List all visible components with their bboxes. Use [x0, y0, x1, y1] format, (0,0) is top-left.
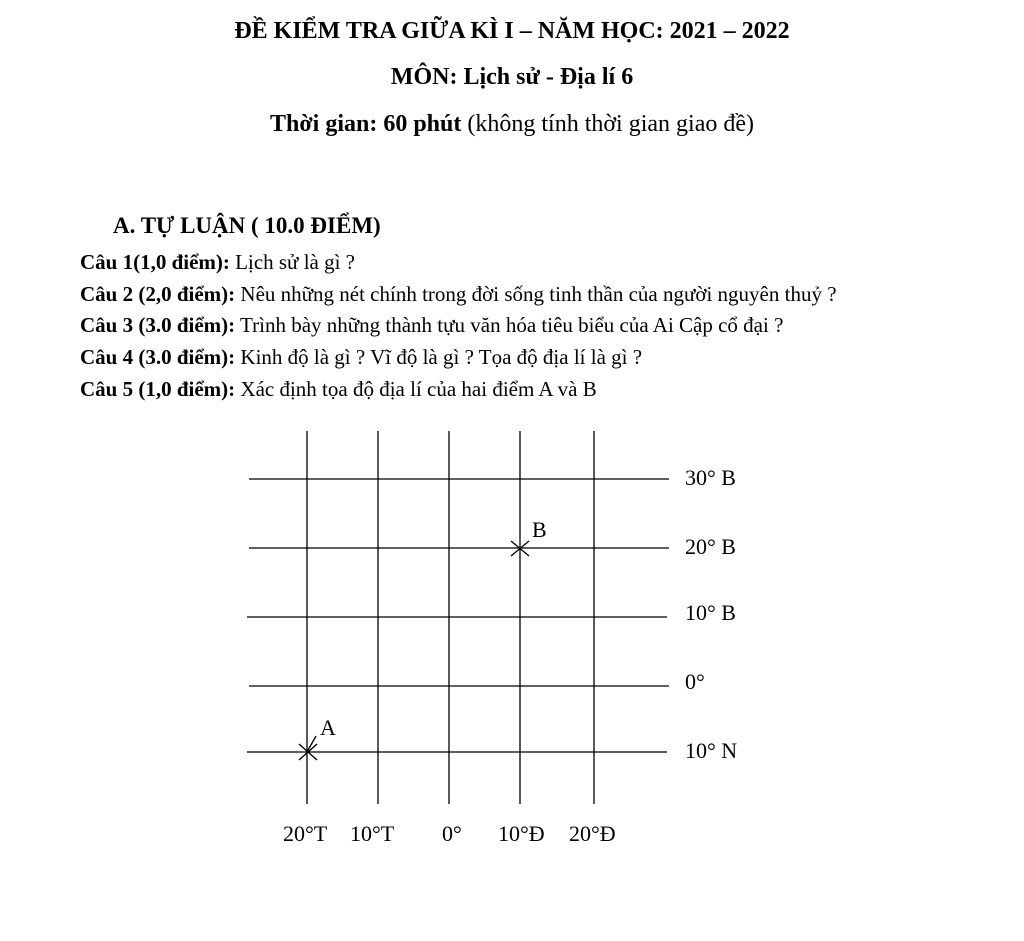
point-a-label: A: [320, 715, 336, 740]
latitude-label: 0°: [685, 669, 705, 694]
time-note: (không tính thời gian giao đề): [467, 111, 754, 137]
question-label: Câu 4 (3.0 điểm):: [80, 345, 236, 369]
time-label: Thời gian: 60 phút: [270, 111, 462, 137]
latitude-label: 10° B: [685, 600, 736, 625]
latitude-label: 20° B: [685, 534, 736, 559]
question-label: Câu 5 (1,0 điểm):: [80, 377, 236, 401]
latitude-label: 30° B: [685, 465, 736, 490]
longitude-label: 10°Đ: [498, 821, 545, 846]
longitude-label: 0°: [442, 821, 462, 846]
exam-subject: MÔN: Lịch sử - Địa lí 6: [390, 64, 634, 90]
question-text: Xác định tọa độ địa lí của hai điểm A và B: [235, 377, 597, 401]
point-b-label: B: [532, 517, 547, 542]
section-title: A. TỰ LUẬN ( 10.0 ĐIỂM): [113, 213, 381, 238]
longitude-label: 20°T: [283, 821, 328, 846]
longitude-label: 10°T: [350, 821, 395, 846]
question-text: Lịch sử là gì ?: [229, 250, 356, 274]
question-text: Kinh độ là gì ? Vĩ độ là gì ? Tọa độ địa lí là gì ?: [235, 345, 643, 369]
exam-title: ĐỀ KIỂM TRA GIỮA KÌ I – NĂM HỌC: 2021 – 2022: [234, 18, 790, 44]
question-text: Trình bày những thành tựu văn hóa tiêu biểu của Ai Cập cổ đại ?: [235, 313, 784, 337]
question-text: Nêu những nét chính trong đời sống tinh thần của người nguyên thuỷ ?: [235, 282, 837, 306]
question-label: Câu 3 (3.0 điểm):: [80, 313, 236, 337]
latitude-label: 10° N: [685, 738, 738, 763]
point-a-marker: [299, 736, 317, 760]
question-label: Câu 1(1,0 điểm):: [80, 250, 230, 274]
question-label: Câu 2 (2,0 điểm):: [80, 282, 236, 306]
longitude-label: 20°Đ: [569, 821, 616, 846]
